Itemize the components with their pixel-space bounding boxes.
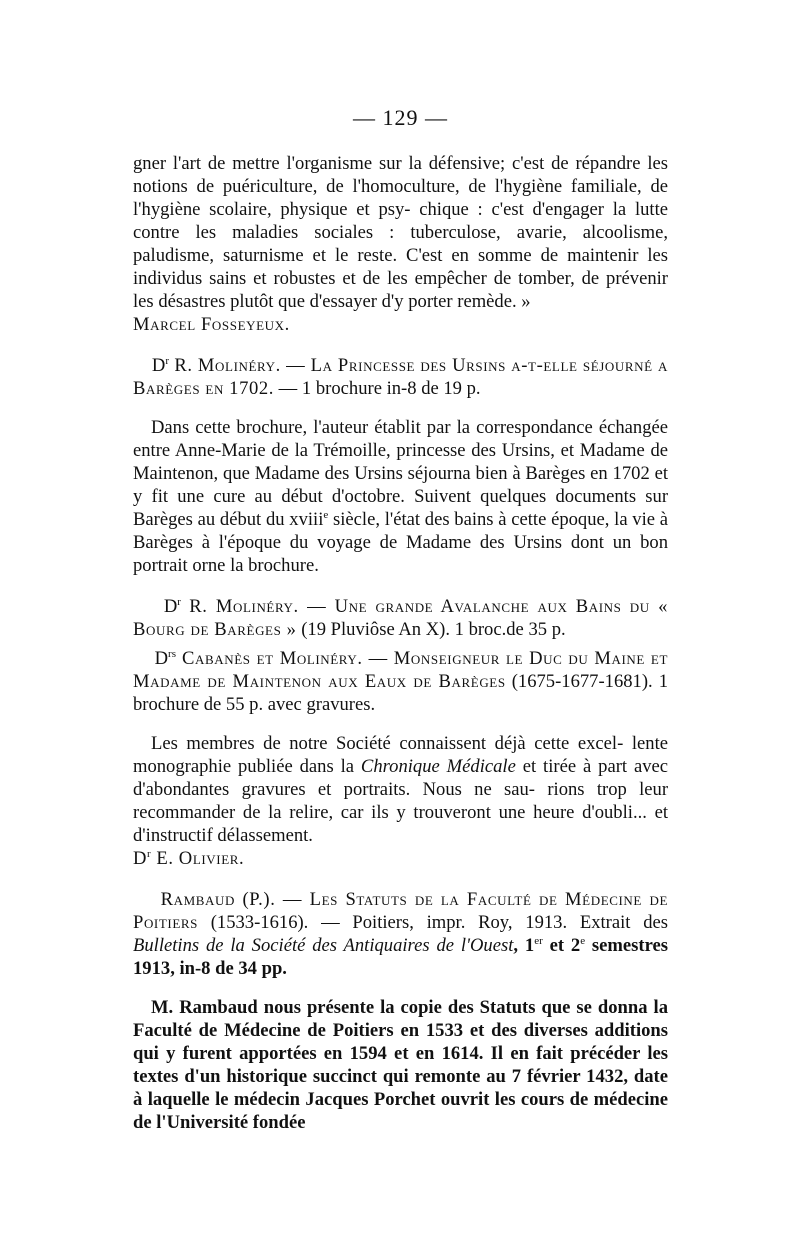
text-line: l'hygiène familiale, de l'hygiène scolaire, physique et psy- [133, 176, 668, 220]
review-paragraph-ursins [133, 416, 668, 577]
entry-title: . — Une grande Avalanche aux Bains du « Bourg de Barèges » [133, 596, 668, 640]
entry-title: . — Les Statuts de la Faculté de Médecine de Poitiers [133, 889, 668, 933]
bibliography-entry-rambaud: Rambaud (P.). — Les Statuts de la Faculté de Médecine de Poitiers (1533-1616). — Poitiers, impr. Roy, 1913. Extrait des Bulletins de la Société des Antiquaires de l'Ouest, 1er et 2e semestres 1913, in-8 de 34 pp. [133, 889, 668, 979]
book-page [133, 106, 668, 1134]
title-superscript: r [165, 354, 170, 367]
text-line: à part avec d'abondantes gravures et portraits. Nous ne sau- [133, 756, 669, 800]
text-line: une heure d'oubli... et d'instructif délassement. [133, 802, 668, 846]
century-superscript: e [323, 508, 329, 521]
text-line: M. Rambaud nous présente la copie des Statuts que se [151, 997, 592, 1018]
text-line: rions trop leur recommander de la relire, car ils y trouveront [133, 779, 669, 823]
text-line: désastres plutôt que d'essayer d'y porter remède. » [158, 291, 531, 312]
bibliography-entry-molinery-ursins [133, 354, 668, 400]
text-line: tuberculose, avarie, alcoolisme, paludisme, saturnisme et le [133, 222, 668, 266]
entry-author: Rambaud (P.) [160, 889, 271, 910]
entry-details: (1675-1677-1681). 1 brochure de 55 p. avec gravures. [133, 671, 668, 715]
text-line: séjourna bien à Barèges en 1702 et y fit une cure au début [133, 463, 668, 507]
text-line: chique : c'est d'engager la lutte contre les maladies sociales : [133, 199, 668, 243]
entry-title: . — Monseigneur le Duc du Maine et Madame de Maintenon aux Eaux de Barèges [133, 648, 668, 692]
text-line: répandre les notions de puériculture, de l'homoculture, de [133, 153, 668, 197]
entry-author: Cabanès et Molinéry [176, 648, 358, 669]
author-title-prefix: D [154, 648, 169, 669]
text-line: reste. C'est en somme de maintenir les individus sains et [133, 245, 668, 289]
title-superscript: r [177, 595, 181, 608]
text-line: donna la Faculté de Médecine de Poitiers en 1533 et des [133, 997, 669, 1041]
author-title-prefix: D [151, 355, 166, 376]
text-line: échangée entre Anne-Marie de la Trémoille, princesse des [133, 417, 668, 461]
review-paragraph-maine [133, 732, 668, 847]
page-number: — 129 — [353, 105, 448, 130]
text-line: Ursins, et Madame de Maintenon, que Madame des Ursins [133, 440, 668, 484]
entry-author: R. Molinéry [180, 596, 294, 617]
signature-olivier: $D^r$ E. Olivier. [133, 847, 245, 869]
text-line: Les membres de notre Société connaissent déjà cette excel- [151, 733, 624, 754]
journal-title: Chronique Médicale [360, 756, 516, 777]
text-line: Il en fait précéder les textes d'un historique succinct qui [133, 1043, 668, 1087]
text-line: remonte au 7 février 1432, date à laquelle le médecin Jacques [133, 1066, 668, 1110]
text-line: Dans cette brochure, l'auteur établit par la correspondance [151, 417, 593, 438]
signature-fosseyeux: Marcel Fosseyeux. [133, 314, 290, 335]
text-line: bon portrait orne la brochure. [133, 532, 668, 576]
entry-details: — 1 brochure in-8 de 19 p. [274, 378, 481, 399]
journal-title: Bulletins de la Société des Antiquaires de l'Ouest [133, 935, 514, 956]
text-line: d'octobre. Suivent quelques documents sur Barèges au début [133, 486, 669, 530]
entry-details: (1533-1616). — Poitiers, impr. Roy, 1913. Extrait des [197, 912, 668, 933]
text-line: lente monographie publiée dans la Chronique Médicale et tirée [133, 733, 668, 777]
entry-author: R. Molinéry [169, 355, 276, 376]
paragraph-continuation [133, 152, 668, 313]
text-line: diverses additions qui y furent apportées en 1594 et en 1614. [133, 1020, 669, 1064]
title-superscript: rs [168, 647, 176, 660]
text-line: Barèges à l'époque du voyage de Madame des Ursins dont un [133, 532, 632, 553]
text-line: robustes et de les empêcher de tomber, de prévenir les [133, 268, 668, 312]
entry-title: . — La Princesse des Ursins a-t-elle séjourné a Barèges en 1702. [133, 355, 668, 399]
bibliography-entry-molinery-avalanche [133, 595, 668, 641]
entry-details: (19 Pluviôse An X). 1 broc.de 35 p. [296, 619, 566, 640]
bibliography-entry-cabanes-molinery [133, 647, 668, 716]
text-line: du xviii$^e$ siècle, l'état des bains à cette époque, la vie à [265, 508, 668, 530]
text-line: Porchet ouvrit les cours de médecine de l'Université fondée [133, 1089, 668, 1133]
review-paragraph-rambaud [133, 996, 668, 1134]
author-title-prefix: D [163, 596, 178, 617]
text-line: gner l'art de mettre l'organisme sur la défensive; c'est de [133, 153, 569, 174]
